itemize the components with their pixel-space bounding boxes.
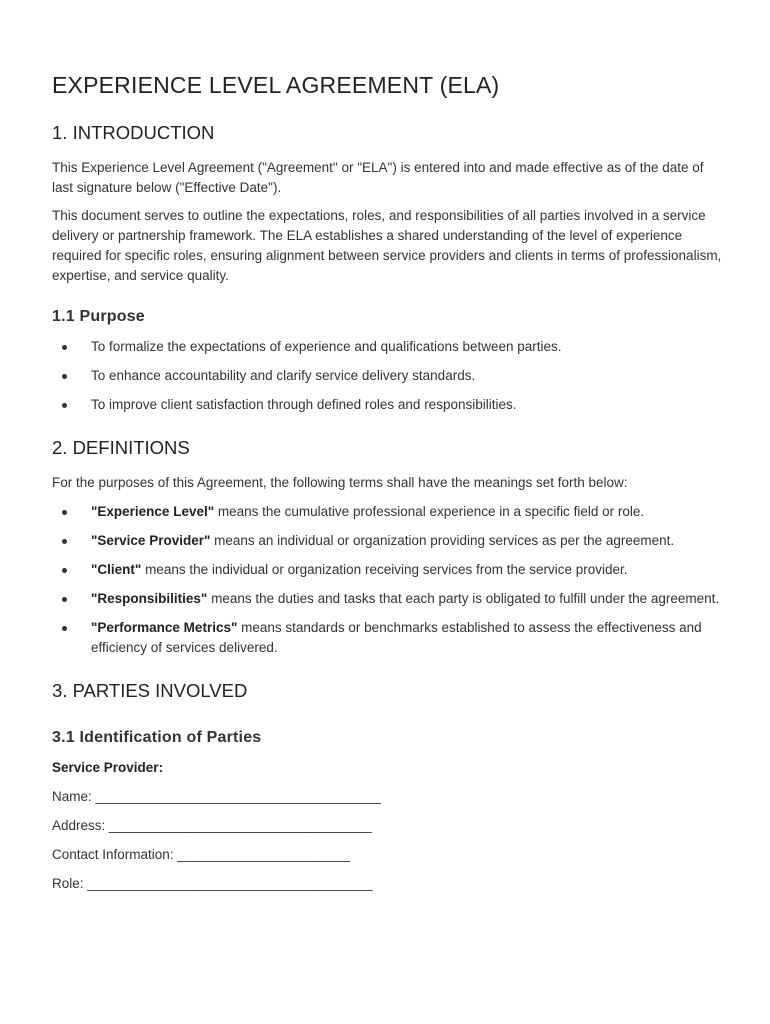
definition-term: "Client"	[91, 562, 142, 577]
definition-item	[52, 589, 722, 609]
identification-heading: 3.1 Identification of Parties	[52, 729, 262, 746]
definition-item	[52, 502, 722, 522]
definition-text: means an individual or organization providing services as per the agreement.	[210, 533, 675, 548]
purpose-item: To formalize the expectations of experience and qualifications between parties.	[52, 337, 722, 357]
bullet-icon	[62, 510, 67, 515]
definitions-intro: For the purposes of this Agreement, the following terms shall have the meanings set forth below:	[52, 475, 628, 490]
definition-text: means the individual or organization receiving services from the service provider.	[141, 562, 628, 577]
service-provider-label: Service Provider:	[52, 760, 164, 775]
bullet-icon	[62, 539, 67, 544]
contact-information-field[interactable]: Contact Information: _______________________	[52, 847, 350, 862]
intro-paragraph-2: This document serves to outline the expectations, roles, and responsibilities of all parties involved in a service delivery or partnership framework. The ELA establishes a shared understanding of the level of experience required for specific roles, ensuring alignment between service providers and clients in terms of professionalism, expertise, and service quality.	[52, 208, 722, 283]
section-parties-heading: 3. PARTIES INVOLVED	[52, 680, 248, 701]
definition-term: "Performance Metrics"	[91, 620, 238, 635]
intro-paragraph-1: This Experience Level Agreement ("Agreement" or "ELA") is entered into and made effective as of the date of last signature below ("Effective Date").	[52, 160, 704, 195]
definition-text: means standards or benchmarks established to assess the effectiveness and efficiency of services delivered.	[91, 620, 702, 655]
bullet-icon	[62, 374, 67, 379]
purpose-list	[52, 337, 722, 415]
section-introduction-heading: 1. INTRODUCTION	[52, 122, 215, 143]
definition-term: "Experience Level"	[91, 504, 215, 519]
definition-item	[52, 560, 722, 580]
section-definitions-heading: 2. DEFINITIONS	[52, 437, 190, 458]
definition-item	[52, 618, 722, 658]
bullet-icon	[62, 597, 67, 602]
definition-text: means the cumulative professional experience in a specific field or role.	[214, 504, 645, 519]
definition-item	[52, 531, 722, 551]
bullet-icon	[62, 626, 67, 631]
purpose-item: To enhance accountability and clarify service delivery standards.	[52, 366, 722, 386]
definitions-list	[52, 502, 722, 658]
definition-text: means the duties and tasks that each party is obligated to fulfill under the agreement.	[207, 591, 720, 606]
name-field[interactable]: Name: ______________________________________	[52, 789, 381, 804]
purpose-item: To improve client satisfaction through defined roles and responsibilities.	[52, 395, 722, 415]
bullet-icon	[62, 403, 67, 408]
bullet-icon	[62, 345, 67, 350]
address-field[interactable]: Address: ___________________________________	[52, 818, 372, 833]
role-field[interactable]: Role: ______________________________________	[52, 876, 373, 891]
definition-term: "Responsibilities"	[91, 591, 208, 606]
definition-term: "Service Provider"	[91, 533, 211, 548]
bullet-icon	[62, 568, 67, 573]
document-title: EXPERIENCE LEVEL AGREEMENT (ELA)	[52, 72, 500, 98]
purpose-heading: 1.1 Purpose	[52, 308, 145, 325]
document-page	[52, 68, 722, 894]
